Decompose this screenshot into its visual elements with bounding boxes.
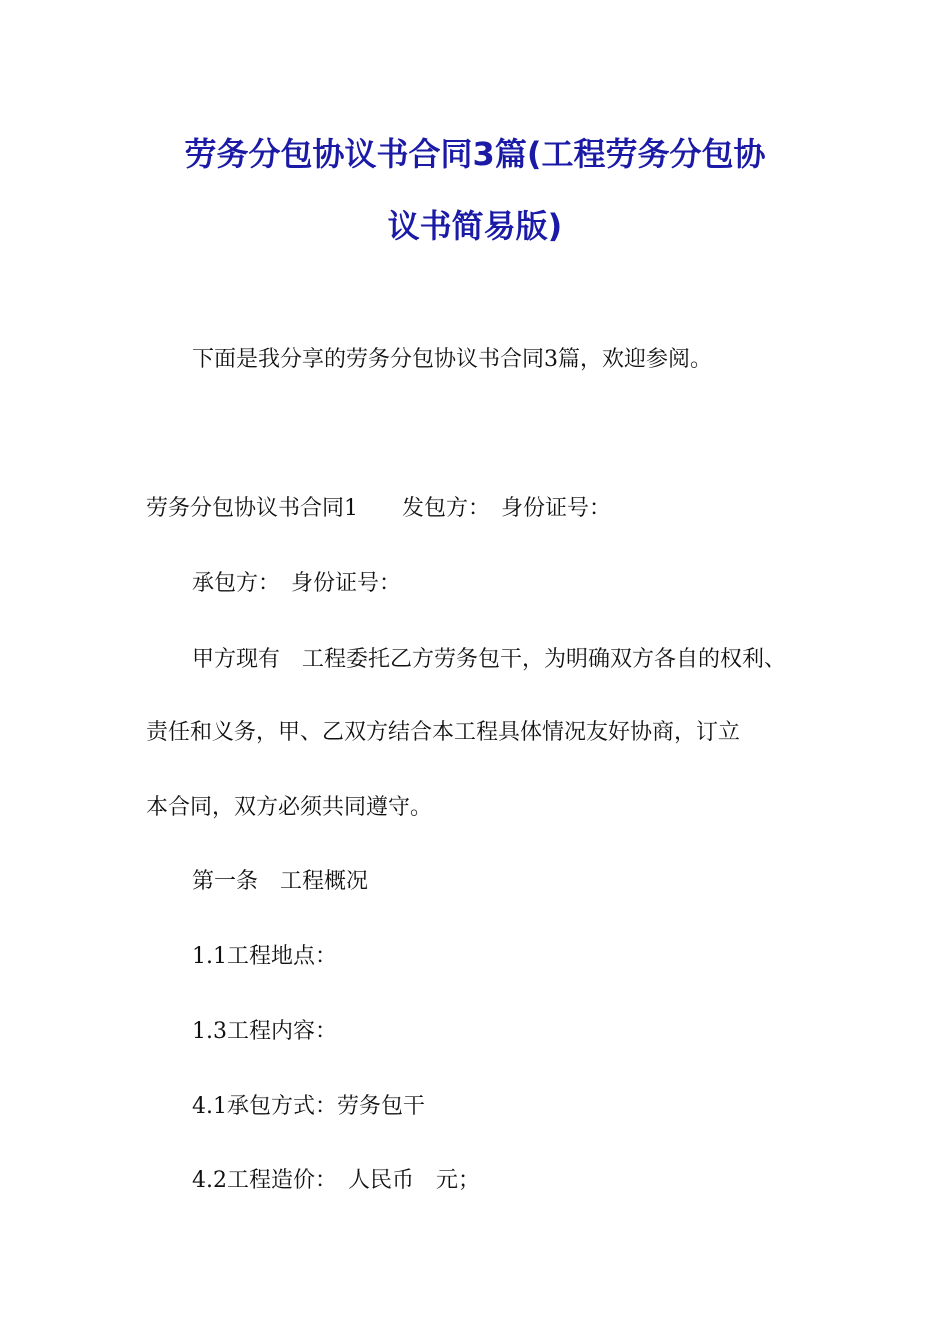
body-paragraph-line-2: 责任和义务，甲、乙双方结合本工程具体情况友好协商，订立	[146, 720, 741, 745]
intro-paragraph: 下面是我分享的劳务分包协议书合同3篇，欢迎参阅。	[192, 347, 712, 372]
article-1-heading: 第一条 工程概况	[192, 869, 369, 894]
body-paragraph-line-1: 甲方现有 工程委托乙方劳务包干，为明确双方各自的权利、	[192, 647, 787, 672]
clause-4-1: 4.1承包方式：劳务包干	[192, 1094, 425, 1119]
contractor-line: 承包方： 身份证号：	[192, 571, 402, 596]
contract-1-heading: 劳务分包协议书合同1 发包方： 身份证号：	[146, 496, 611, 521]
clause-4-2: 4.2工程造价： 人民币 元；	[192, 1168, 480, 1193]
clause-1-1: 1.1工程地点：	[192, 944, 337, 969]
clause-1-3: 1.3工程内容：	[192, 1019, 337, 1044]
document-title-line-2: 议书简易版)	[387, 207, 563, 245]
document-title-line-1: 劳务分包协议书合同3篇(工程劳务分包协	[184, 135, 766, 173]
body-paragraph-line-3: 本合同，双方必须共同遵守。	[146, 795, 433, 820]
